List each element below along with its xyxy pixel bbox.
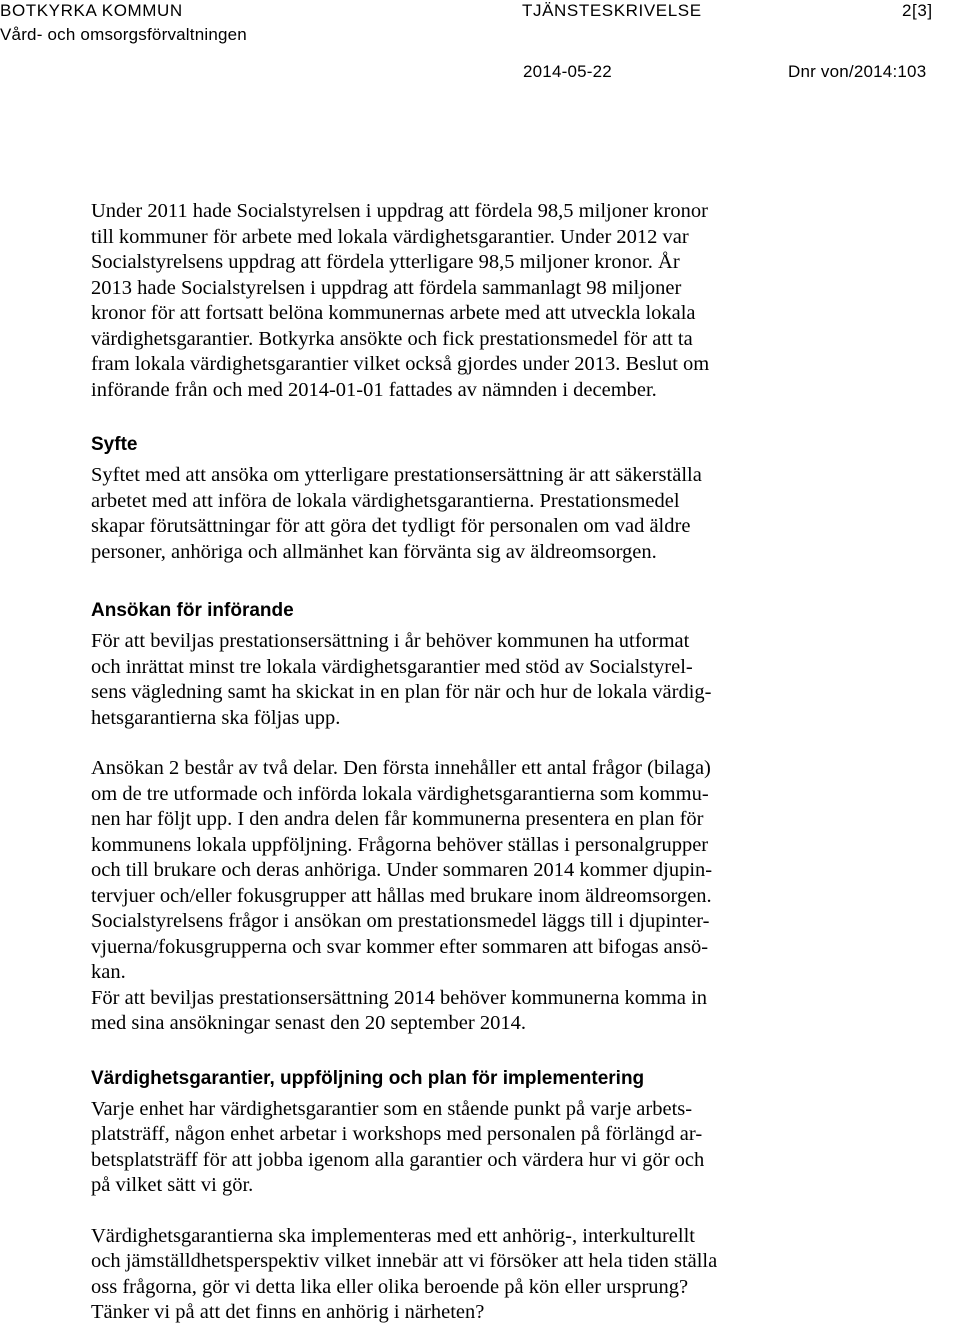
ansokan-paragraph-1: För att beviljas prestationsersättning i år behöver kommunen ha utformat och inrättat minst tre lokala värdighetsgarantier med stöd av Socialstyrel- sens vägledning samt ha skickat in en plan för när och hur de lokala värdig- hetsgarantierna ska följas upp.: [91, 630, 712, 729]
document-body: [91, 199, 826, 1326]
document-date: 2014-05-22: [523, 62, 612, 81]
heading-vardighetsgarantier: Värdighetsgarantier, uppföljning och plan för implementering: [91, 1067, 645, 1089]
org-name: BOTKYRKA KOMMUN: [0, 1, 183, 20]
intro-paragraph: Under 2011 hade Socialstyrelsen i uppdrag att fördela 98,5 miljoner kronor till kommuner för arbete med lokala värdighetsgarantier. Under 2012 var Socialstyrelsens uppdrag att fördela ytterligare 98,5 miljoner kronor. År 2013 hade Socialstyrelsen i uppdrag att fördela sammanlagt 98 miljoner kronor för att fortsatt belöna kommunernas arbete med att utveckla lokala värdighetsgarantier. Botkyrka ansökte och fick prestationsmedel för att ta fram lokala värdighetsgarantier vilket också gjordes under 2013. Beslut om införande från och med 2014-01-01 fattades av nämnden i december.: [91, 200, 710, 401]
page-number: 2[3]: [902, 1, 933, 20]
vardighet-paragraph-2: Värdighetsgarantierna ska implementeras med ett anhörig-, interkulturellt och jämställdhetsperspektiv vilket innebär att vi försöker att hela tiden ställa oss frågorna, gör vi detta lika eller olika beroende på kön eller ursprung? Tänker vi på att det finns en anhörig i närheten?: [91, 1224, 718, 1323]
heading-syfte: Syfte: [91, 434, 138, 455]
department-name: Vård- och omsorgsförvaltningen: [0, 25, 247, 44]
syfte-paragraph: Syftet med att ansöka om ytterligare prestationsersättning är att säkerställa arbetet med att införa de lokala värdighetsgarantierna. Prestationsmedel skapar förutsättningar för att göra det tydligt för personalen om vad äldre personer, anhöriga och allmänhet kan förvänta sig av äldreomsorgen.: [91, 464, 702, 563]
heading-ansokan: Ansökan för införande: [91, 600, 294, 621]
ansokan-paragraph-2: Ansökan 2 består av två delar. Den första innehåller ett antal frågor (bilaga) om de tre utformade och införda lokala värdighetsgarantierna som kommu- nen har följt upp. I den andra delen får kommunerna presentera en plan för kommunens lokala uppföljning. Frågorna behöver ställas i personalgrupper och till brukare och deras anhöriga. Under sommaren 2014 kommer djupin- tervjuer och/eller fokusgrupper att hållas med brukare inom äldreomsorgen. Socialstyrelsens frågor i ansökan om prestationsmedel läggs till i djupinter- vjuerna/fokusgrupperna och svar kommer efter sommaren att bifogas ansö- kan. För att beviljas prestationsersättning 2014 behöver kommunerna komma in med sina ansökningar senast den 20 september 2014.: [91, 757, 713, 1034]
document-type: TJÄNSTESKRIVELSE: [522, 1, 702, 20]
diary-number: Dnr von/2014:103: [788, 62, 927, 81]
vardighet-paragraph-1: Varje enhet har värdighetsgarantier som en stående punkt på varje arbets- platsträff, någon enhet arbetar i workshops med personalen på förlängd ar- betsplatsträff för att jobba igenom alla garantier och värdera hur vi gör och på vilket sätt vi gör.: [91, 1097, 705, 1196]
